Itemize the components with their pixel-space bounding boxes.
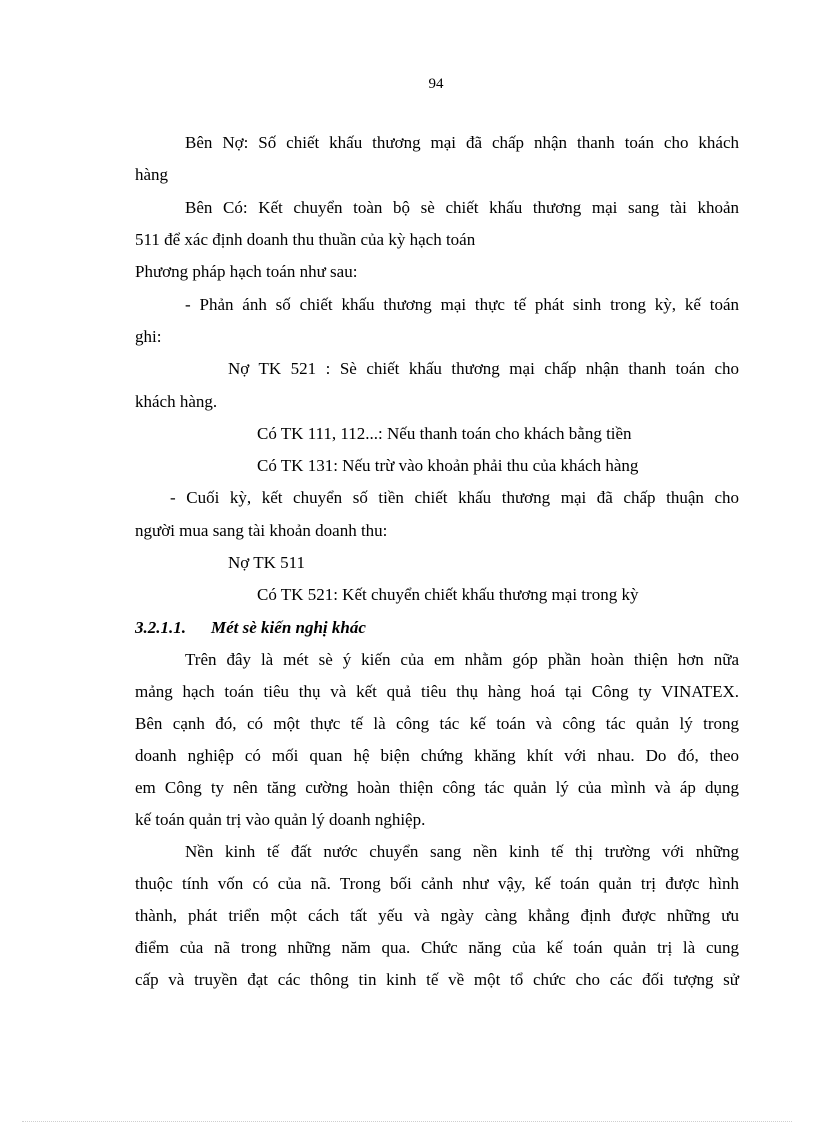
text-line: Có TK 111, 112...: Nếu thanh toán cho khách bằng tiền	[257, 424, 632, 443]
section-title: Mét sè kiến nghị khác	[211, 618, 366, 637]
text-line: Bên Có: Kết chuyển toàn bộ sè chiết khấu thương mại sang tài khoản	[185, 198, 739, 217]
text-line: Có TK 521: Kết chuyển chiết khấu thương mại trong kỳ	[257, 585, 639, 604]
text-line: Nợ TK 521 : Sè chiết khấu thương mại chấp nhận thanh toán cho	[228, 359, 739, 378]
text-line: Nền kinh tế đất nước chuyển sang nền kinh tế thị trường với những	[185, 842, 739, 861]
page-bottom-divider	[22, 1121, 792, 1122]
text-line: Trên đây là mét sè ý kiến của em nhằm góp phần hoàn thiện hơn nữa	[185, 650, 739, 669]
text-line: thành, phát triển một cách tất yếu và ngày càng khẳng định được những ưu	[135, 906, 739, 925]
text-line: Bên Nợ: Số chiết khấu thương mại đã chấp nhận thanh toán cho khách	[185, 133, 739, 152]
text-line: em Công ty nên tăng cường hoàn thiện công tác quản lý của mình và áp dụng	[135, 778, 739, 797]
text-line: kế toán quản trị vào quản lý doanh nghiệp.	[135, 810, 426, 829]
text-line: người mua sang tài khoản doanh thu:	[135, 521, 388, 540]
text-line: cấp và truyền đạt các thông tin kinh tế về một tổ chức cho các đối tượng sử	[135, 970, 739, 989]
text-line: - Cuối kỳ, kết chuyển số tiền chiết khấu thương mại đã chấp thuận cho	[170, 488, 739, 507]
text-line: Phương pháp hạch toán như sau:	[135, 262, 358, 281]
section-heading	[135, 616, 739, 640]
section-number: 3.2.1.1.	[135, 618, 186, 637]
text-line: ghi:	[135, 327, 162, 346]
text-line: mảng hạch toán tiêu thụ và kết quả tiêu thụ hàng hoá tại Công ty VINATEX.	[135, 682, 739, 701]
text-line: Bên cạnh đó, có một thực tế là công tác kế toán và công tác quản lý trong	[135, 714, 739, 733]
text-line: Nợ TK 511	[228, 553, 305, 572]
page-number: 94	[428, 76, 444, 92]
text-line: doanh nghiệp có mối quan hệ biện chứng khăng khít với nhau. Do đó, theo	[135, 746, 739, 765]
text-line: 511 để xác định doanh thu thuần của kỳ hạch toán	[135, 230, 476, 249]
text-line: Có TK 131: Nếu trừ vào khoản phải thu của khách hàng	[257, 456, 639, 475]
text-line: thuộc tính vốn có của nã. Trong bối cảnh như vậy, kế toán quản trị được hình	[135, 874, 739, 893]
text-line: - Phản ánh số chiết khấu thương mại thực tế phát sinh trong kỳ, kế toán	[185, 295, 739, 314]
text-line: điểm của nã trong những năm qua. Chức năng của kế toán quản trị là cung	[135, 938, 739, 957]
text-line: khách hàng.	[135, 392, 218, 411]
text-line: hàng	[135, 165, 169, 184]
